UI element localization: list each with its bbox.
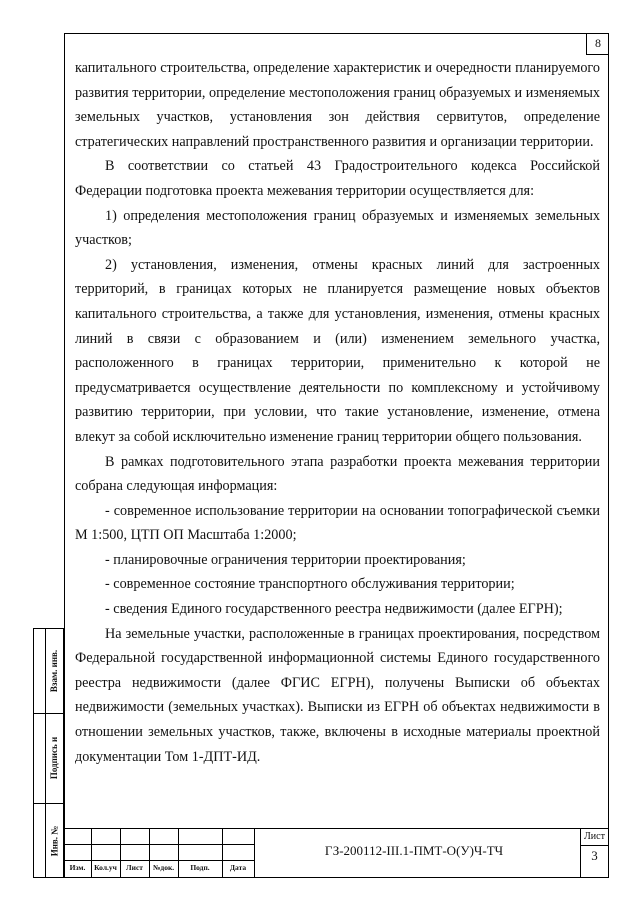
sheet-number: 3 (591, 848, 598, 863)
paragraph: В соответствии со статьей 43 Градостроительного кодекса Российской Федерации подготовка проекта межевания территории осуществляется для: (75, 158, 600, 199)
paragraph: 2) установления, изменения, отмены красных линий для застроенных территорий, в границах которых не планируется размещение новых объектов капитального строительства, а также для установления, изменения, отмены красных линий в связи с образованием и (или) изменением земельного участка, расположенного в границах территории, применительно к которой не предусматривается осуществление деятельности по комплексному и устойчивому развитию территории, при условии, что такие установление, изменение, отмена влекут за собой исключительно изменение границ территории общего пользования. (75, 256, 600, 445)
document-code: ГЗ-200112-III.1-ПМТ-О(У)Ч-ТЧ (324, 843, 504, 858)
title-block (64, 828, 609, 878)
title-block-header: Кол.уч (94, 863, 117, 872)
side-stamp-inv-number: Инв. № (49, 825, 60, 856)
title-block-header: №док. (152, 863, 175, 872)
side-stamp-signature: Подпись и (49, 736, 60, 780)
document-body (75, 56, 600, 769)
title-block-header: Лист (126, 863, 143, 872)
paragraph: капитального строительства, определение характеристик и очередности планируемого развития территории, определение местоположения границ образуемых и изменяемых земельных участков, установления зон действия сервитутов, определение стратегических направлений пространственного развития и организации территории. (75, 60, 600, 150)
paragraph: На земельные участки, расположенные в границах проектирования, посредством Федеральной государственной информационной системы Единого государственного реестра недвижимости (далее ФГИС ЕГРН), получены Выписки об объектах недвижимости (земельных участках). Выписки из ЕГРН об объектах недвижимости в отношении земельных участков, также, включены в исходные материалы проектной документации Том 1-ДПТ-ИД. (75, 625, 600, 765)
paragraph: - современное использование территории на основании топографической съемки М 1:500, ЦТП ОП Масштаба 1:2000; (75, 502, 600, 544)
paragraph: В рамках подготовительного этапа разработки проекта межевания территории собрана следующая информация: (75, 453, 600, 495)
sheet-label: Лист (584, 831, 605, 842)
paragraph: 1) определения местоположения границ образуемых и изменяемых земельных участков; (75, 207, 600, 249)
title-block-header: Подп. (190, 863, 210, 872)
page-number: 8 (586, 33, 609, 55)
paragraph: - планировочные ограничения территории проектирования; (105, 551, 466, 568)
side-stamp-replace-inv: Взам. инв. (49, 649, 60, 692)
title-block-header: Дата (229, 863, 247, 872)
paragraph: - сведения Единого государственного реестра недвижимости (далее ЕГРН); (105, 601, 563, 618)
paragraph: - современное состояние транспортного обслуживания территории; (105, 576, 515, 593)
side-stamp (33, 628, 64, 878)
title-block-header: Изм. (69, 863, 86, 872)
